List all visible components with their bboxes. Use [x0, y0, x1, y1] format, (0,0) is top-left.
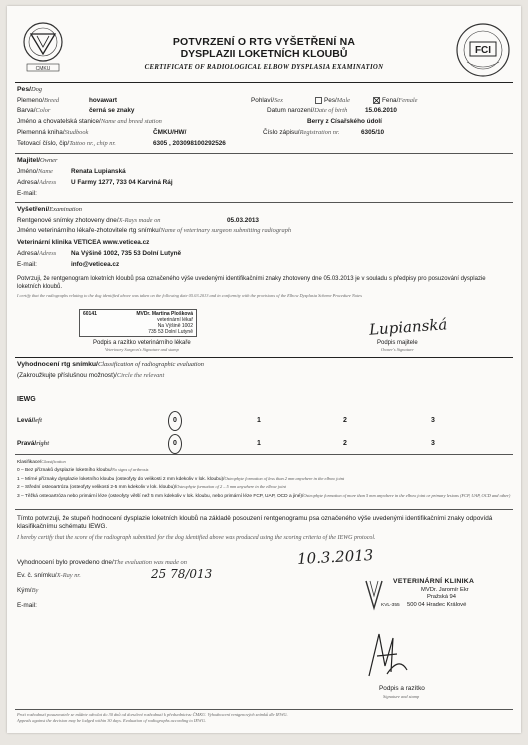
certification-text-en: I hereby certify that the score of the radiograph submitted for the dog identified above was produced using the scoring criteria of the IEWG protocol. [17, 535, 376, 541]
clinic-name: Veterinární klinika VETICEA www.veticea.cz [17, 239, 150, 246]
footer-text-en: Appeals against the decision may be lodged within 30 days. Evaluation of radiographs according to IEWG. [17, 718, 206, 723]
vet-stamp: 60141 MVDr. Martina Plošková veterinární lékař Na Výšině 1002 735 53 Dolní Lutyně [79, 309, 197, 337]
owner-email-label: E-mail: [17, 190, 37, 197]
evaluator-signature [363, 626, 413, 682]
vet-signature-label: Podpis a razítko veterinárního lékaře [93, 340, 191, 346]
legend-item-en: Osteophyte formation of less than 2 mm anywhere in the elbow joint [224, 475, 345, 481]
xray-number-label: Ev. č. snímku/X-Ray nr. [17, 572, 81, 579]
footer-text: Proti rozhodnutí posuzovatele se můžete odvolat do 30 dnů od doručení rozhodnutí k předsednictvu ČMKU. Vyhodnocení rentgenových snímků dle IEWG. [17, 712, 288, 717]
right-logo-text: FCI [474, 45, 492, 56]
legend-item-1 [17, 475, 511, 483]
owner-address-value: U Farmy 1277, 733 04 Karviná Ráj [71, 179, 173, 186]
divider-owner [15, 202, 513, 203]
legend-item-cz: 0 – Bez příznaků dysplazie loketního kloubu/ [17, 468, 112, 473]
owner-signature: Lupianská [368, 315, 448, 339]
evaluator-label: Kým/By [17, 587, 39, 594]
tattoo-label: Tetovací číslo, čip/Tattoo nr., chip nr. [17, 140, 116, 147]
divider-exam [15, 357, 513, 358]
owner-name-label: Jméno/Name [17, 168, 53, 175]
xray-number-value: 25 78/013 [151, 567, 213, 581]
right-grade-1: 1 [257, 440, 261, 447]
divider-dog [15, 153, 513, 154]
clinic-email-label: E-mail: [17, 261, 37, 268]
legend-item-en: No signs of arthrosis [111, 467, 149, 472]
owner-address-label: Adresa/Adress [17, 179, 57, 186]
left-grade-circle [168, 411, 182, 431]
breed-value: hovawart [89, 97, 118, 104]
header-divider [15, 82, 513, 83]
divider-grades [15, 454, 513, 455]
dog-section-title: Pes/Dog [17, 86, 42, 93]
legend-item-2 [17, 483, 511, 491]
title-line-1: POTVRZENÍ O RTG VYŠETŘENÍ NA [172, 36, 356, 48]
evaluator-email-label: E-mail: [17, 602, 37, 609]
right-elbow-label: Pravá/right [17, 440, 49, 447]
legend-item-0 [17, 466, 511, 474]
clinic-address-value: Na Výšině 1002, 735 53 Dolní Lutyně [71, 250, 182, 257]
certificate-subtitle: CERTIFICATE OF RADIOLOGICAL ELBOW DYSPLASIA EXAMINATION [144, 64, 384, 71]
owner-section-title: Majitel/Owner [17, 157, 58, 164]
vet-name-label: Jméno veterinárního lékaře-zhotovitele rtg snímku/Name of veterinary surgeon submitting radiograph [17, 227, 292, 234]
xray-date-value: 05.03.2013 [227, 217, 259, 224]
left-elbow-label: Levá/left [17, 417, 42, 424]
clinic-email-value: info@veticea.cz [71, 261, 120, 268]
dog-name-value: Berry z Císařského údolí [307, 118, 382, 125]
reg-value: 6305/10 [361, 129, 385, 136]
evaluator-signature-label-en: Signature and stamp [383, 694, 420, 699]
female-checkbox [373, 97, 380, 104]
scheme-label: IEWG [17, 396, 36, 403]
divider-legend [15, 509, 513, 510]
xray-date-label: Rentgenové snímky zhotoveny dne/X-Rays made on [17, 217, 161, 224]
legend-item-en: Osteophyte formation of 2 – 5 mm anywhere in the elbow joint [176, 484, 286, 490]
color-row: Barva/Color [17, 107, 51, 114]
breed-row: Plemeno/Breed [17, 97, 60, 104]
sex-male-option: Pes/Male [313, 97, 350, 105]
birth-label: Datum narození/Date of birth [267, 107, 348, 114]
evaluation-date-value: 10.3.2013 [296, 546, 374, 568]
vet-signature-label-en: Veterinary Surgeon's Signature and stamp [105, 347, 179, 352]
owner-signature-label-en: Owner's Signature [381, 347, 414, 352]
clinic-stamp: VETERINÁRNÍ KLINIKA MVDr. Jaromír Ekr Pražská 94 KVL-355 500 04 Hradec Králové [363, 578, 513, 612]
vet-confirmation-text-en: I certify that the radiographs relating to the dog identified above was taken on the following date 05.03.2013 and in conformity with the provisions of the Elbow Dysplasia Scheme Procedure Notes [17, 293, 362, 298]
studbook-label: Plemenná kniha/Studbook [17, 129, 89, 136]
left-logo-text: CMKU [35, 66, 51, 72]
right-grade-circle [168, 434, 182, 454]
sex-female-option: Fena/Female [371, 97, 418, 105]
vet-confirmation-text: Potvrzuji, že rentgenogram loketních kloubů psa označeného výše uvedenými identifikačními znaky zhotoveny dne 05.03.2013 je v souladu s předpisy pro posuzování dysplazie loketních kloubů. [17, 276, 486, 290]
reg-label: Číslo zápisu/Registration nr. [263, 129, 340, 136]
certificate-page [7, 6, 521, 733]
evaluator-signature-label: Podpis a razítko [379, 685, 425, 692]
evaluation-date-label: Vyhodnocení bylo provedeno dne/The evaluation was made on [17, 559, 187, 566]
left-grade-1: 1 [257, 417, 261, 424]
left-grade-3: 3 [431, 417, 435, 424]
right-grade-2: 2 [343, 440, 347, 447]
right-grade-3: 3 [431, 440, 435, 447]
evaluation-section-title: Vyhodnocení rtg snímku/Classification of radiographic evaluation [17, 361, 204, 368]
name-label: Jméno a chovatelská stanice/Name and breed station [17, 118, 162, 125]
legend-item-cz: 1 – Mírné příznaky dysplazie loketního kloubu (osteofyty do velikosti 2 mm kdekoliv v lok. kloubu)/ [17, 476, 225, 482]
owner-signature-label: Podpis majitele [377, 340, 418, 346]
certification-text: Tímto potvrzuji, že stupeň hodnocení dysplazie loketních kloubů na základě posouzení rentgenogramu psa označeného výše uvedenými identifikačními znaky odpovídá klasifikačnímu schématu IEWG. [17, 515, 493, 531]
right-grade-0: 0 [173, 440, 177, 447]
clinic-address-label: Adresa/Adress [17, 250, 57, 257]
exam-section-title: Vyšetření/Examination [17, 206, 82, 213]
title-line-2: DYSPLAZII LOKETNÍCH KLOUBŮ [180, 48, 348, 60]
birth-value: 15.06.2010 [365, 107, 397, 114]
tattoo-value: 6305 , 203098100292526 [153, 140, 226, 147]
legend-item-cz: 3 – Těžká osteoartróza nebo primární léze (osteofyty větší než 5 mm kdekoliv v lok. kloubu, nebo primární léze FCP, UAP, OCD a jiné)/ [17, 493, 304, 499]
left-grade-2: 2 [343, 417, 347, 424]
sex-label: Pohlaví/Sex [251, 97, 283, 104]
legend-item-3 [17, 492, 511, 500]
legend-item-en: Osteophyte formation of more than 5 mm anywhere in the elbow joint or primary lesions (FCP, UAP, OCD and other) [303, 492, 511, 498]
owner-name-value: Renata Lupianská [71, 168, 126, 175]
male-checkbox [315, 97, 322, 104]
color-value: černá se znaky [89, 107, 135, 114]
evaluation-hint: (Zakroužkujte příslušnou možnost)/Circle the relevant [17, 372, 165, 379]
footer-divider [15, 709, 513, 710]
legend-item-cz: 2 – Střední osteoartróza (osteofyty velikosti 2-5 mm kdekoliv v lok. kloubu)/ [17, 485, 177, 491]
studbook-value: ČMKU/HW/ [153, 129, 187, 136]
legend-title: Klasifikace/Classification [17, 459, 66, 465]
left-grade-0: 0 [173, 417, 177, 424]
